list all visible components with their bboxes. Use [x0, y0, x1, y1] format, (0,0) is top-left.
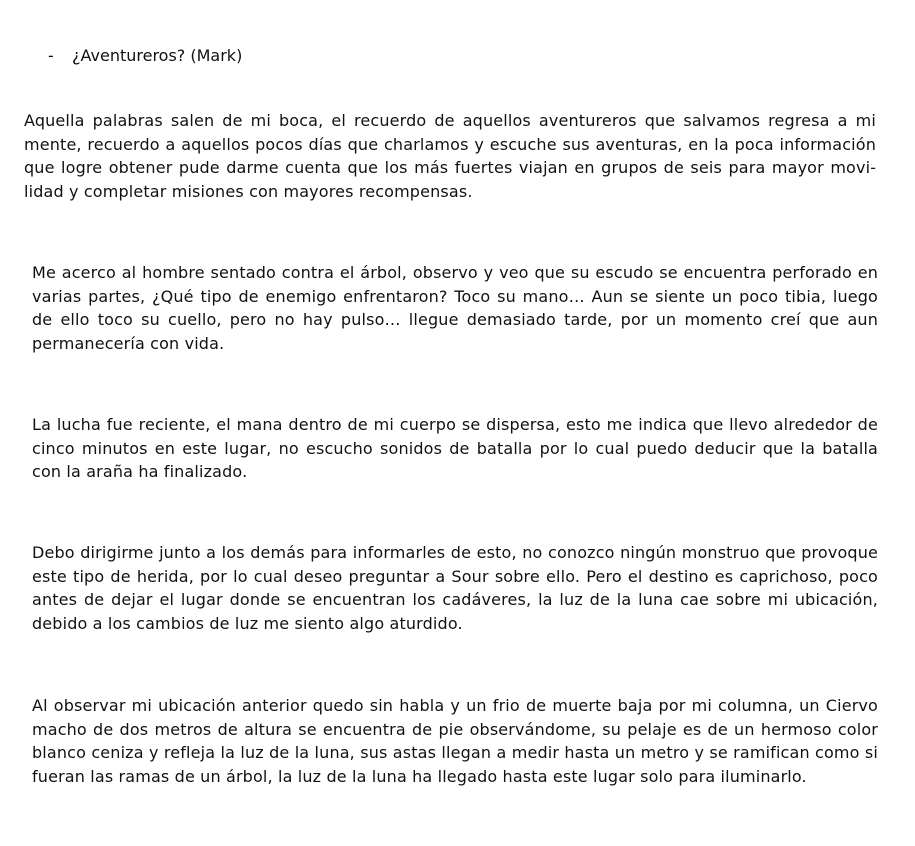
paragraph-3: La lucha fue reciente, el mana dentro de mi cuerpo se dispersa, esto me indica que llevo alrededor de cinco minutos en este lugar, no escucho sonidos de batalla por lo cual puedo deducir que la batalla con la araña ha finalizado. — [32, 415, 878, 481]
heading-text: ¿Aventureros? (Mark) — [72, 46, 243, 65]
paragraph-2: Me acerco al hombre sentado contra el árbol, observo y veo que su escudo se encuentra perforado en varias partes, ¿Qué tipo de enemigo enfrentaron? Toco su mano… Aun se siente un poco tibia, luego de ello toco su cuello, pero no hay pulso… llegue demasiado tarde, por un momento creí que aun permanecería con vida. — [32, 263, 878, 353]
paragraph-4: Debo dirigirme junto a los demás para informarles de esto, no conozco ningún monstruo que provoque este tipo de herida, por lo cual deseo preguntar a Sour sobre ello. Pero el destino es caprichoso, poco antes de dejar el lugar donde se encuentran los cadáveres, la luz de la luna cae sobre mi ubicación, debido a los cambios de luz me siento algo aturdido. — [32, 543, 878, 633]
paragraph-1: Aquella palabras salen de mi boca, el recuerdo de aquellos aventureros que salvamos regresa a mi mente, recuerdo a aquellos pocos días que charlamos y escuche sus aventuras, en la poca información que logre obtener pude darme cuenta que los más fuertes viajan en grupos de seis para mayor movilidad y completar misiones con mayores recompensas. — [24, 111, 876, 201]
list-dash: - — [48, 46, 54, 65]
paragraph-5: Al observar mi ubicación anterior quedo sin habla y un frio de muerte baja por mi columna, un Ciervo macho de dos metros de altura se encuentra de pie observándome, su pelaje es de un hermoso color blanco ceniza y refleja la luz de la luna, sus astas llegan a medir hasta un metro y se ramifican como si fueran las ramas de un árbol, la luz de la luna ha llegado hasta este lugar solo para iluminarlo. — [32, 696, 878, 786]
section-heading — [48, 44, 242, 68]
